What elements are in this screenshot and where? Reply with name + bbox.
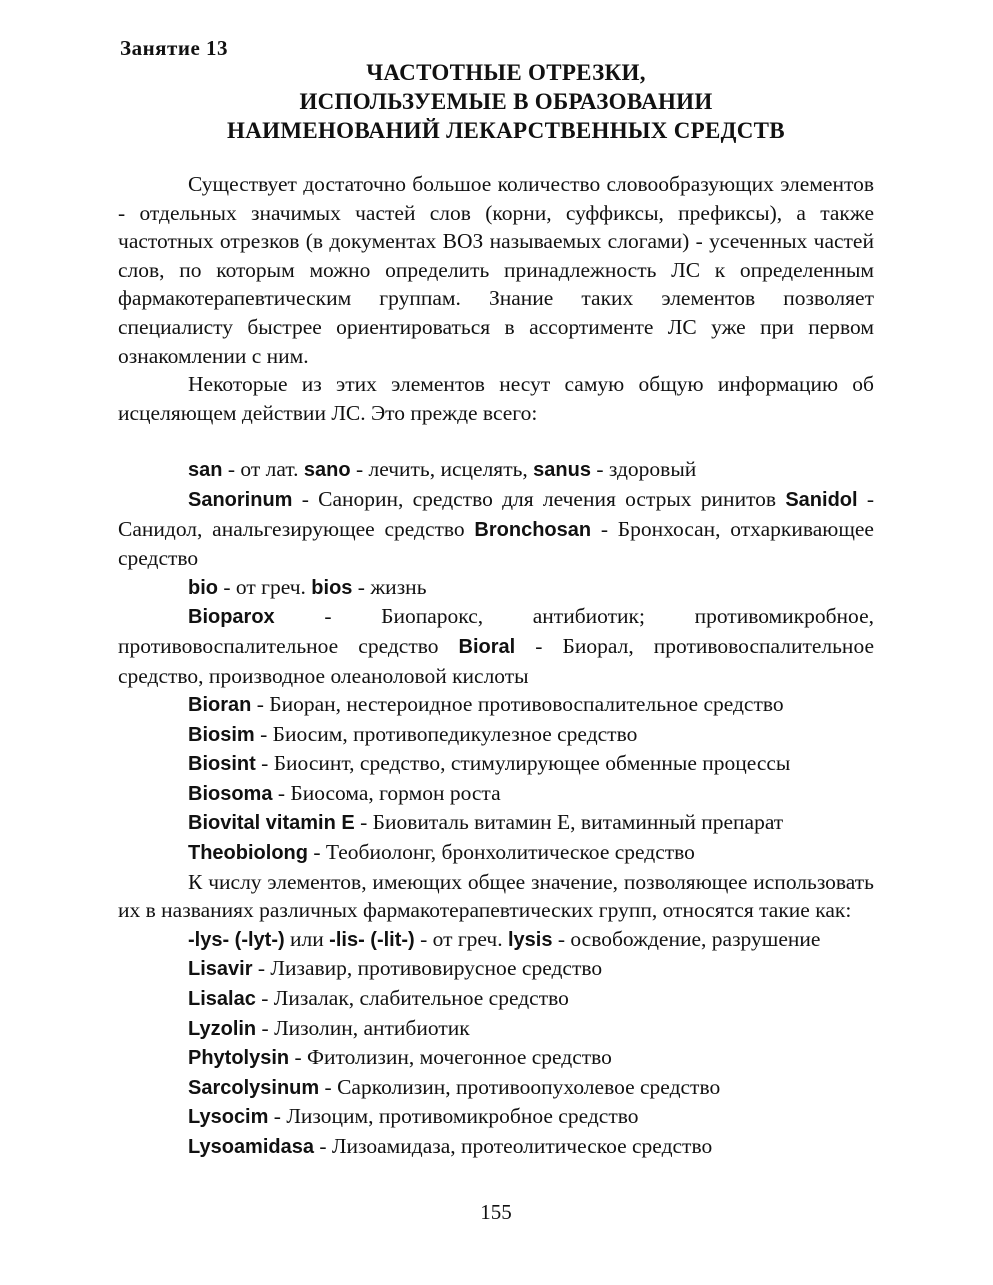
drug-entry bbox=[118, 602, 874, 690]
drug-entry bbox=[118, 954, 874, 984]
lesson-label: Занятие 13 bbox=[120, 36, 229, 60]
element-latin-2: sanus bbox=[533, 459, 591, 482]
drug-name: Bioran bbox=[188, 694, 252, 717]
drug-entry bbox=[118, 984, 874, 1014]
drug-entry bbox=[118, 1073, 874, 1103]
drug-name: Theobiolong bbox=[188, 842, 308, 865]
element-greek: lysis bbox=[508, 928, 553, 951]
drug-entry bbox=[118, 838, 874, 868]
title-line-1: ЧАСТОТНЫЕ ОТРЕЗКИ, bbox=[366, 60, 646, 85]
element-meaning: - освобождение, разрушение bbox=[552, 926, 821, 951]
element-meaning: - лечить, исцелять, bbox=[350, 457, 534, 482]
drug-description: - Сарколизин, противоопухолевое средство bbox=[319, 1074, 721, 1099]
drug-description: - Биопарокс, антибиотик; противомикробное, противовоспалительное средство bbox=[118, 604, 874, 658]
drug-description: - Лизоамидаза, протеолитическое средство bbox=[314, 1134, 713, 1158]
intro-paragraph-2: Некоторые из этих элементов несут самую общую информацию об исцеляющем действии ЛС. Это прежде всего: bbox=[118, 372, 874, 425]
drug-description: - Лизавир, противовирусное средство bbox=[252, 956, 603, 981]
element-meaning-2: - здоровый bbox=[590, 457, 697, 482]
element-from: - от лат. bbox=[222, 457, 304, 482]
element-greek: bios bbox=[311, 576, 353, 599]
page-number: 155 bbox=[480, 1200, 512, 1224]
intro-paragraph-1: Существует достаточно большое количество словообразующих элементов - отдельных значимых частей слов (корни, суффиксы, префиксы), а также частотных отрезков (в документах ВОЗ называемых слогами) - усеченных частей слов, по которым можно определить принадлежность ЛС к определенным фармакотерапевтическим группам. Знание таких элементов позволяет специалисту быстрее ориентироваться в ассортименте ЛС уже при первом ознакомлении с ним. bbox=[118, 172, 874, 368]
drug-name: Phytolysin bbox=[188, 1047, 290, 1070]
drug-entry-group-san bbox=[118, 485, 874, 573]
drug-description: - Санорин, средство для лечения острых ринитов bbox=[292, 486, 786, 511]
drug-description: - Лизоцим, противомикробное средство bbox=[268, 1104, 639, 1129]
drug-name: Lyzolin bbox=[188, 1017, 257, 1040]
element-or: или bbox=[284, 926, 330, 951]
drug-description: - Биорал, противовоспалительное средство, производное олеаноловой кислоты bbox=[118, 633, 874, 688]
title-line-3: НАИМЕНОВАНИЙ ЛЕКАРСТВЕННЫХ СРЕДСТВ bbox=[227, 118, 785, 143]
drug-entry bbox=[118, 1014, 874, 1044]
element-entry-lys bbox=[118, 925, 874, 955]
drug-entry bbox=[118, 1132, 874, 1162]
element-latin: sano bbox=[303, 459, 351, 482]
drug-description: - Биоран, нестероидное противовоспалительное средство bbox=[251, 692, 784, 717]
drug-description: - Биосома, гормон роста bbox=[272, 780, 501, 805]
element-term: -lys- (-lyt-) bbox=[188, 928, 285, 951]
drug-description: - Лизолин, антибиотик bbox=[256, 1015, 470, 1040]
drug-name: Biosim bbox=[188, 723, 255, 746]
drug-entry bbox=[118, 720, 874, 750]
section-gap bbox=[118, 427, 874, 455]
drug-name: Biosint bbox=[188, 753, 256, 776]
drug-description: - Санидол, анальгезирующее средство bbox=[118, 486, 874, 541]
element-meaning: - жизнь bbox=[352, 574, 427, 599]
drug-name: Lysocim bbox=[188, 1106, 269, 1129]
drug-name: Sanidol bbox=[785, 488, 858, 511]
drug-name: Biosoma bbox=[188, 782, 273, 805]
drug-entry bbox=[118, 808, 874, 838]
drug-entry bbox=[118, 690, 874, 720]
element-entry-bio bbox=[118, 573, 874, 603]
element-term: bio bbox=[188, 576, 218, 599]
drug-description: - Биосинт, средство, стимулирующее обменные процессы bbox=[255, 751, 791, 776]
drug-entry bbox=[118, 1102, 874, 1132]
drug-entry bbox=[118, 779, 874, 809]
drug-description: - Фитолизин, мочегонное средство bbox=[289, 1045, 612, 1070]
drug-name: Biovital vitamin E bbox=[188, 812, 355, 835]
drug-name: Bioral bbox=[458, 635, 516, 658]
element-term: san bbox=[188, 459, 223, 482]
general-elements-paragraph: К числу элементов, имеющих общее значение, позволяющее использовать их в названиях различных фармакотерапевтических групп, относятся такие как: bbox=[118, 869, 874, 923]
element-from: - от греч. bbox=[218, 574, 312, 599]
page-title bbox=[118, 58, 874, 145]
element-entry-san bbox=[118, 455, 874, 485]
drug-description: - Биосим, противопедикулезное средство bbox=[254, 721, 638, 746]
drug-entry bbox=[118, 1043, 874, 1073]
document-page bbox=[118, 30, 874, 1270]
title-line-2: ИСПОЛЬЗУЕМЫЕ В ОБРАЗОВАНИИ bbox=[299, 89, 713, 114]
drug-description: - Лизалак, слабительное средство bbox=[255, 986, 569, 1011]
drug-name: Lysoamidasa bbox=[188, 1136, 314, 1158]
drug-name: Sanorinum bbox=[188, 488, 293, 511]
drug-description: - Теобиолонг, бронхолитическое средство bbox=[307, 840, 695, 865]
drug-name: Bronchosan bbox=[474, 518, 592, 541]
element-term-2: -lis- (-lit-) bbox=[329, 928, 415, 951]
drug-description: - Бронхосан, отхаркивающее средство bbox=[118, 516, 874, 571]
drug-name: Lisavir bbox=[188, 958, 253, 981]
element-from: - от греч. bbox=[414, 926, 508, 951]
drug-entry bbox=[118, 749, 874, 779]
drug-name: Bioparox bbox=[188, 606, 275, 629]
drug-name: Lisalac bbox=[188, 988, 256, 1011]
document-body bbox=[118, 170, 874, 1162]
drug-description: - Биовиталь витамин Е, витаминный препарат bbox=[354, 810, 784, 835]
drug-name: Sarcolysinum bbox=[188, 1076, 320, 1099]
